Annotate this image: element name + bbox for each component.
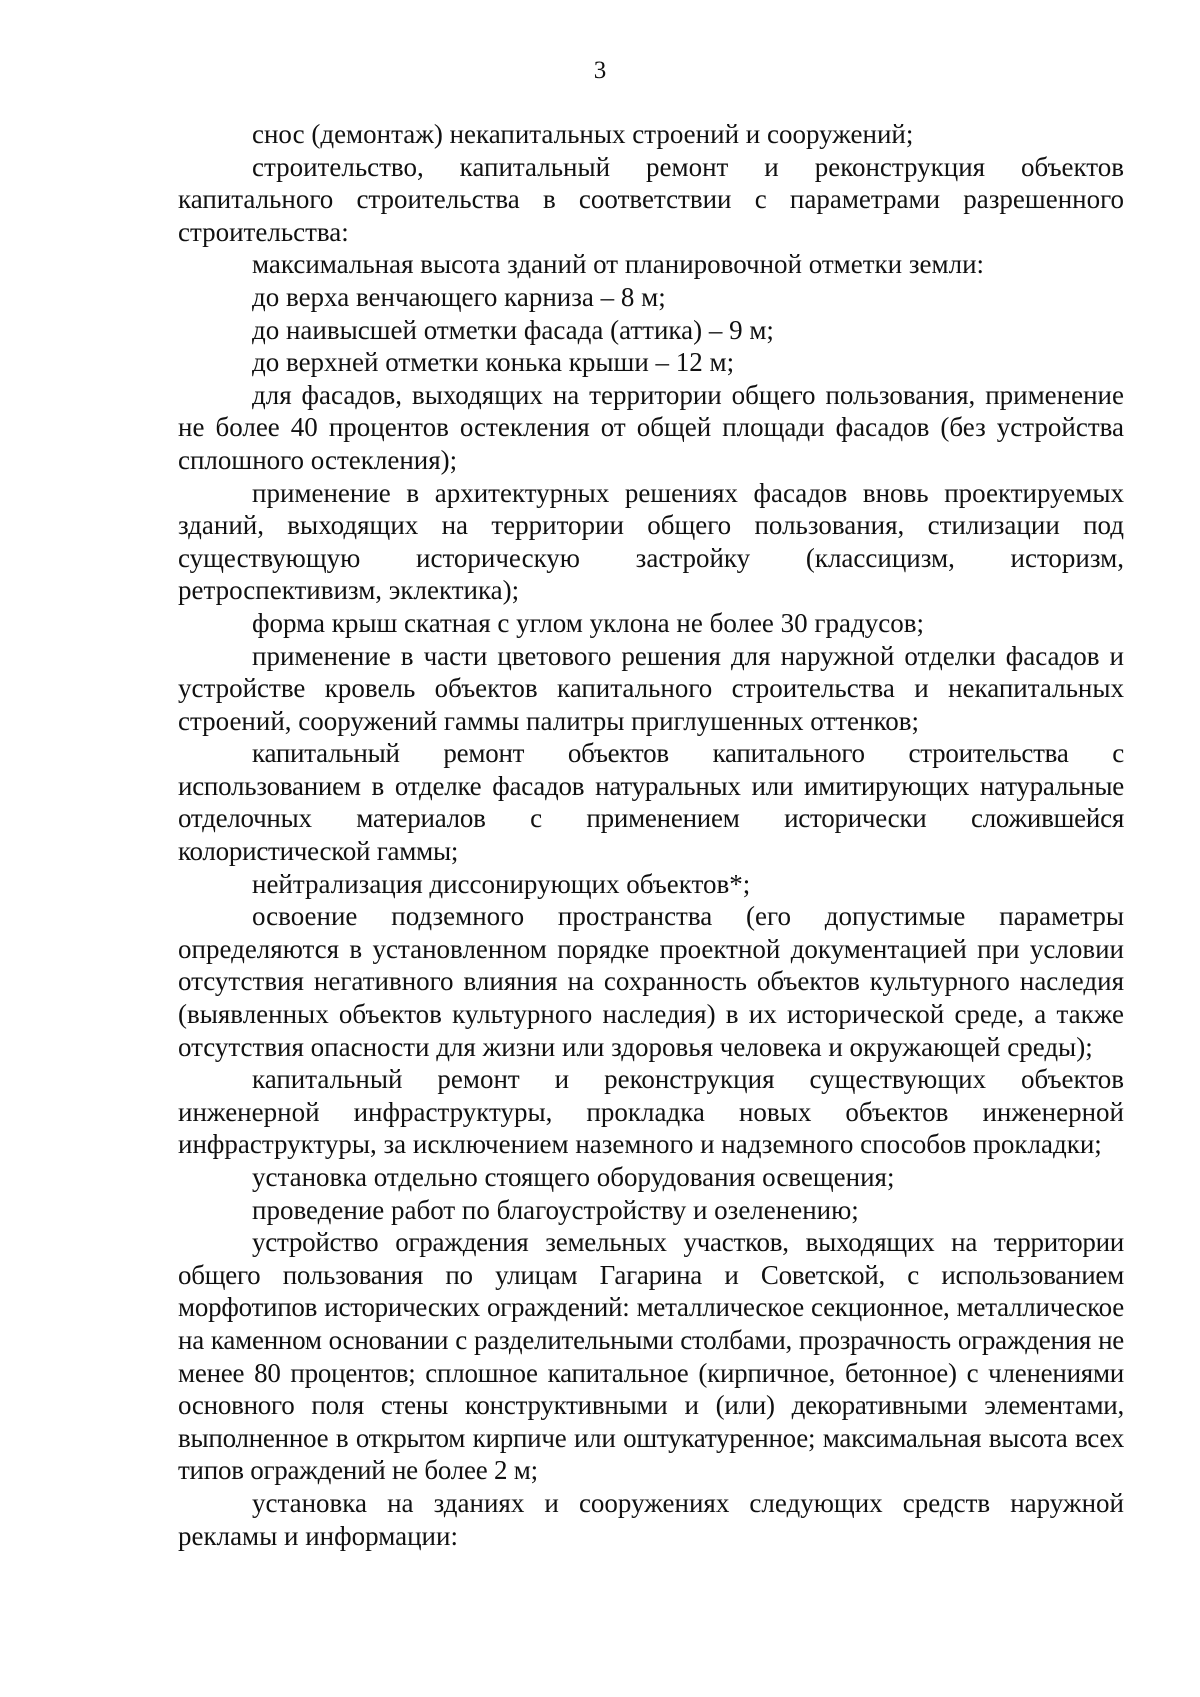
paragraph-cornice-height: до верха венчающего карниза – 8 м;	[252, 281, 666, 312]
paragraph-advertising: установка на зданиях и сооружениях следующих средств наружной рекламы и информации:	[178, 1487, 1124, 1551]
paragraph-demolition: снос (демонтаж) некапитальных строений и сооружений;	[252, 119, 914, 149]
paragraph-lighting: установка отдельно стоящего оборудования освещения;	[252, 1162, 895, 1192]
page-number: 3	[593, 57, 607, 84]
paragraph-ridge-height: до верхней отметки конька крыши – 12 м;	[252, 347, 735, 378]
paragraph-fencing: устройство ограждения земельных участков, выходящих на территории общего пользования по улицам Гагарина и Советской, с использованием морфотипов исторических ограждений: металлическое секционное, металлическое на каменном основании с разделительными столбами, прозрачность ограждения не менее 80 процентов; сплошное капитальное (кирпичное, бетонное) с членениями основного поля стены конструктивными и (или) декоративными элементами, выполненное в открытом кирпиче или оштукатуренное; максимальная высота всех типов ограждений не более 2 м;	[178, 1227, 1124, 1486]
paragraph-glazing: для фасадов, выходящих на территории общего пользования, применение не более 40 процентов остекления от общей площади фасадов (без устройства сплошного остекления);	[178, 379, 1124, 475]
paragraph-engineering-infrastructure: капитальный ремонт и реконструкция существующих объектов инженерной инфраструктуры, прокладка новых объектов инженерной инфраструктуры, за исключением наземного и надземного способов прокладки;	[178, 1064, 1124, 1160]
paragraph-landscaping: проведение работ по благоустройству и озеленению;	[252, 1194, 859, 1225]
paragraph-max-height: максимальная высота зданий от планировочной отметки земли:	[252, 249, 985, 280]
paragraph-stylization: применение в архитектурных решениях фасадов вновь проектируемых зданий, выходящих на территории общего пользования, стилизации под существующую историческую застройку (классицизм, историзм, ретроспективизм, эклектика);	[178, 477, 1124, 606]
paragraph-facade-materials: капитальный ремонт объектов капитального строительства с использованием в отделке фасадов натуральных или имитирующих натуральные отделочных материалов с применением исторически сложившейся колористической гаммы;	[178, 738, 1124, 867]
document-body	[178, 118, 1124, 1552]
paragraph-underground-space: освоение подземного пространства (его допустимые параметры определяются в установленном порядке проектной документацией при условии отсутствия негативного влияния на сохранность объектов культурного наследия (выявленных объектов культурного наследия) в их исторической среде, а также отсутствия опасности для жизни или здоровья человека и окружающей среды);	[178, 901, 1124, 1062]
paragraph-color-scheme: применение в части цветового решения для наружной отделки фасадов и устройстве кровель объектов капитального строительства и некапитальных строений, сооружений гаммы палитры приглушенных оттенков;	[178, 640, 1124, 736]
paragraph-roof-form: форма крыш скатная с углом уклона не более 30 градусов;	[252, 607, 924, 638]
paragraph-construction: строительство, капитальный ремонт и реконструкция объектов капитального строительства в соответствии с параметрами разрешенного строительства:	[178, 151, 1124, 247]
paragraph-dissonant-objects: нейтрализация диссонирующих объектов*;	[252, 868, 751, 899]
paragraph-attic-height: до наивысшей отметки фасада (аттика) – 9 м;	[252, 314, 774, 345]
